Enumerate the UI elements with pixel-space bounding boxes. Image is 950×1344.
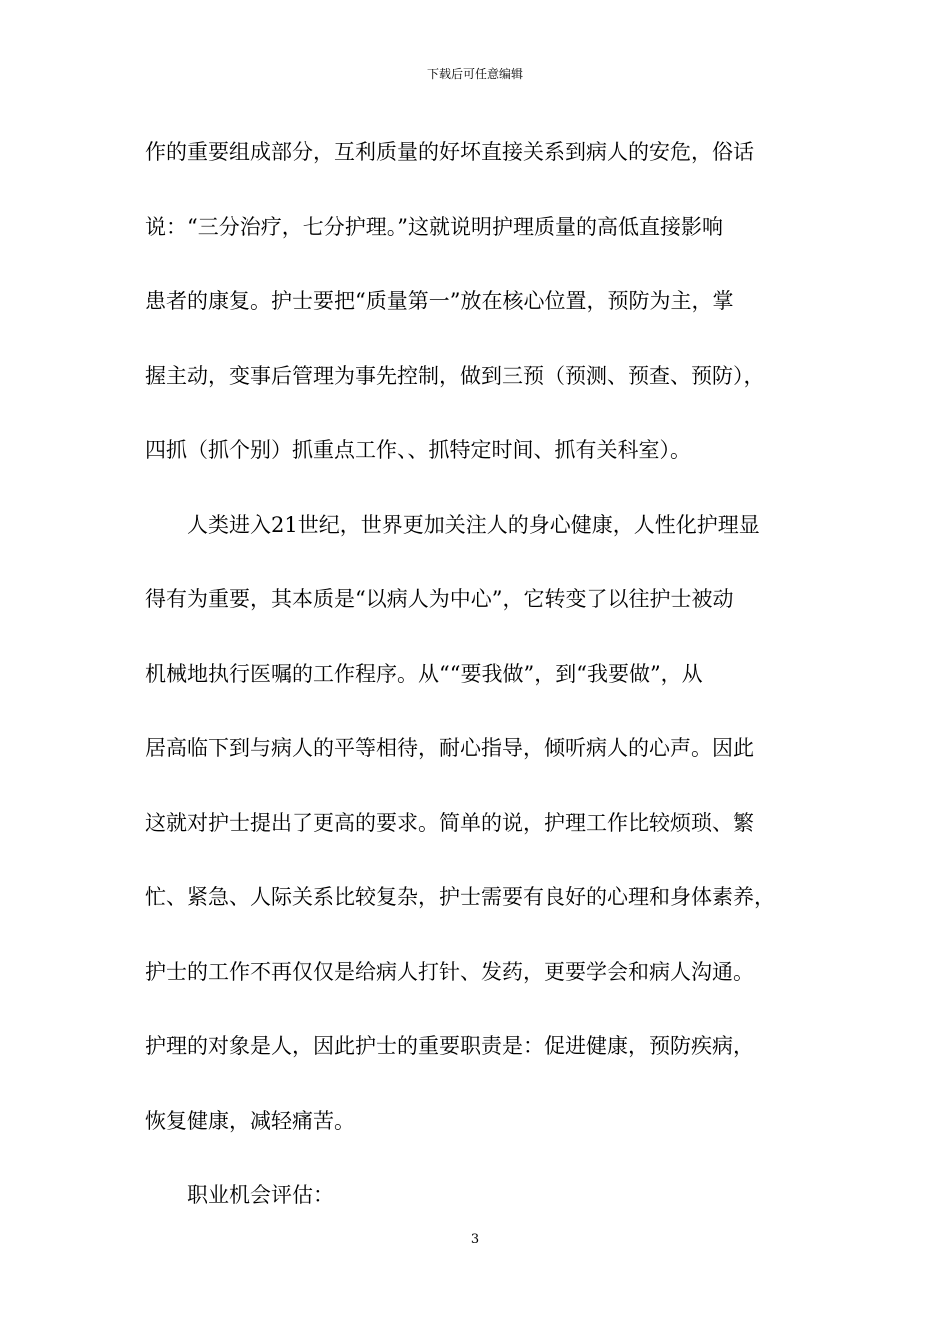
text-line: 说：“三分治疗，七分护理。”这就说明护理质量的高低直接影响	[145, 214, 723, 239]
text-line: 得有为重要，其本质是“以病人为中心”，它转变了以往护士被动	[145, 587, 734, 611]
text-line: 护士的工作不再仅仅是给病人打针、发药，更要学会和病人沟通。	[145, 959, 754, 984]
text-line: 居高临下到与病人的平等相待，耐心指导，倾听病人的心声。因此	[145, 736, 754, 760]
text-line: 忙、紧急、人际关系比较复杂，护士需要有良好的心理和身体素养，	[145, 885, 775, 909]
text-line: 作的重要组成部分，互利质量的好坏直接关系到病人的安危，俗话	[145, 140, 754, 164]
page-header: 下载后可任意编辑	[426, 67, 523, 81]
text-line: 机械地执行医嘱的工作程序。从““要我做”，到“我要做”，从	[145, 661, 703, 686]
paragraph-start-line: 人类进入21世纪，世界更加关注人的身心健康，人性化护理显	[187, 512, 760, 537]
text-line: 护理的对象是人，因此护士的重要职责是：促进健康，预防疾病，	[145, 1034, 754, 1058]
text-line: 四抓（抓个别）抓重点工作、、抓特定时间、抓有关科室）。	[145, 438, 691, 462]
page-number: 3	[470, 1232, 480, 1247]
section-heading: 职业机会评估：	[187, 1183, 334, 1207]
text-line: 握主动，变事后管理为事先控制，做到三预（预测、预查、预防），	[145, 363, 765, 388]
text-line: 患者的康复。护士要把“质量第一”放在核心位置，预防为主，掌	[145, 289, 734, 313]
text-line: 这就对护士提出了更高的要求。简单的说，护理工作比较烦琐、繁	[145, 810, 754, 835]
text-line: 恢复健康，减轻痛苦。	[145, 1108, 355, 1133]
document-body	[145, 132, 825, 1250]
